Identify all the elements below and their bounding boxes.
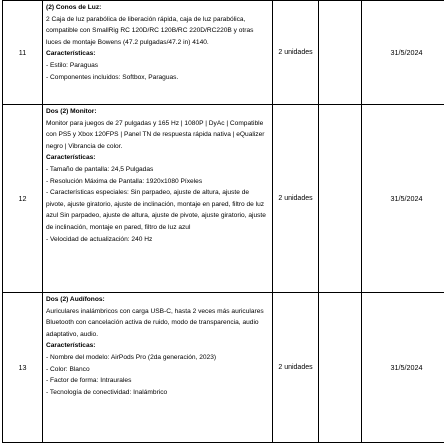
feature-line: - Tecnología de conectividad: Inalámbrico [46,388,168,396]
item-description: 2 Caja de luz parabólica de liberación rápida, caja de luz parabólica, compatible con SmallRig RC 120D/RC 120B/RC 220D/RC220B y otras luces de montaje Bowens (47.2 pulgadas/47.2 in) 4140. [46,15,254,46]
item-quantity: 2 unidades [273,293,319,443]
feature-line: - Velocidad de actualización: 240 Hz [46,235,153,243]
feature-line: - Estilo: Paraguas [46,61,99,69]
item-title: Dos (2) Monitor: [46,108,97,115]
item-date: 31/5/2024 [362,1,444,105]
item-description-cell [43,105,273,293]
item-quantity: 2 unidades [273,1,319,105]
item-description: Auriculares inalámbricos con carga USB-C, hasta 2 veces más auriculares Bluetooth con cancelación activa de ruido, modo de transparencia, audio adaptativo, audio. [46,307,264,338]
features-label: Características: [46,342,96,350]
feature-line: - Tamaño de pantalla: 24,5 Pulgadas [46,165,154,173]
feature-line: - Características especiales: Sin parpadeo, ajuste de altura, ajuste de pivote, ajuste giratorio, ajuste de inclinación, montaje en pared, filtro de luz azul Sin parpadeo, ajuste de altura, ajuste de pivote, ajuste giratorio, ajuste de inclinación, montaje en pared, filtro de luz azul [46,189,266,231]
item-date: 31/5/2024 [362,105,444,293]
item-quantity: 2 unidades [273,105,319,293]
table-row [3,105,444,293]
feature-line: - Componentes incluidos: Softbox, Paraguas. [46,73,179,81]
item-description: Monitor para juegos de 27 pulgadas y 165 Hz | 1080P | DyAc | Compatible con PS5 y Xbox 120FPS | Panel TN de respuesta rápida nativa | eQualizer negro | Vibrancia de color. [46,119,265,150]
table-row [3,1,444,105]
item-description-cell [43,1,273,105]
empty-cell [319,293,362,443]
item-number: 13 [3,293,43,443]
item-title: (2) Conos de Luz: [46,4,102,11]
feature-line: - Resolución Máxima de Pantalla: 1920x1080 Píxeles [46,177,203,185]
feature-line: - Color: Blanco [46,365,90,373]
empty-cell [319,105,362,293]
feature-line: - Nombre del modelo: AirPods Pro (2da generación, 2023) [46,353,217,361]
empty-cell [319,1,362,105]
item-description-cell [43,293,273,443]
table-row [3,293,444,443]
item-number: 11 [3,1,43,105]
item-date: 31/5/2024 [362,293,444,443]
feature-line: - Factor de forma: Intraurales [46,377,132,385]
item-title: Dos (2) Audífonos: [46,296,105,303]
features-label: Características: [46,154,96,162]
items-table [2,0,444,443]
features-label: Características: [46,50,96,58]
item-number: 12 [3,105,43,293]
